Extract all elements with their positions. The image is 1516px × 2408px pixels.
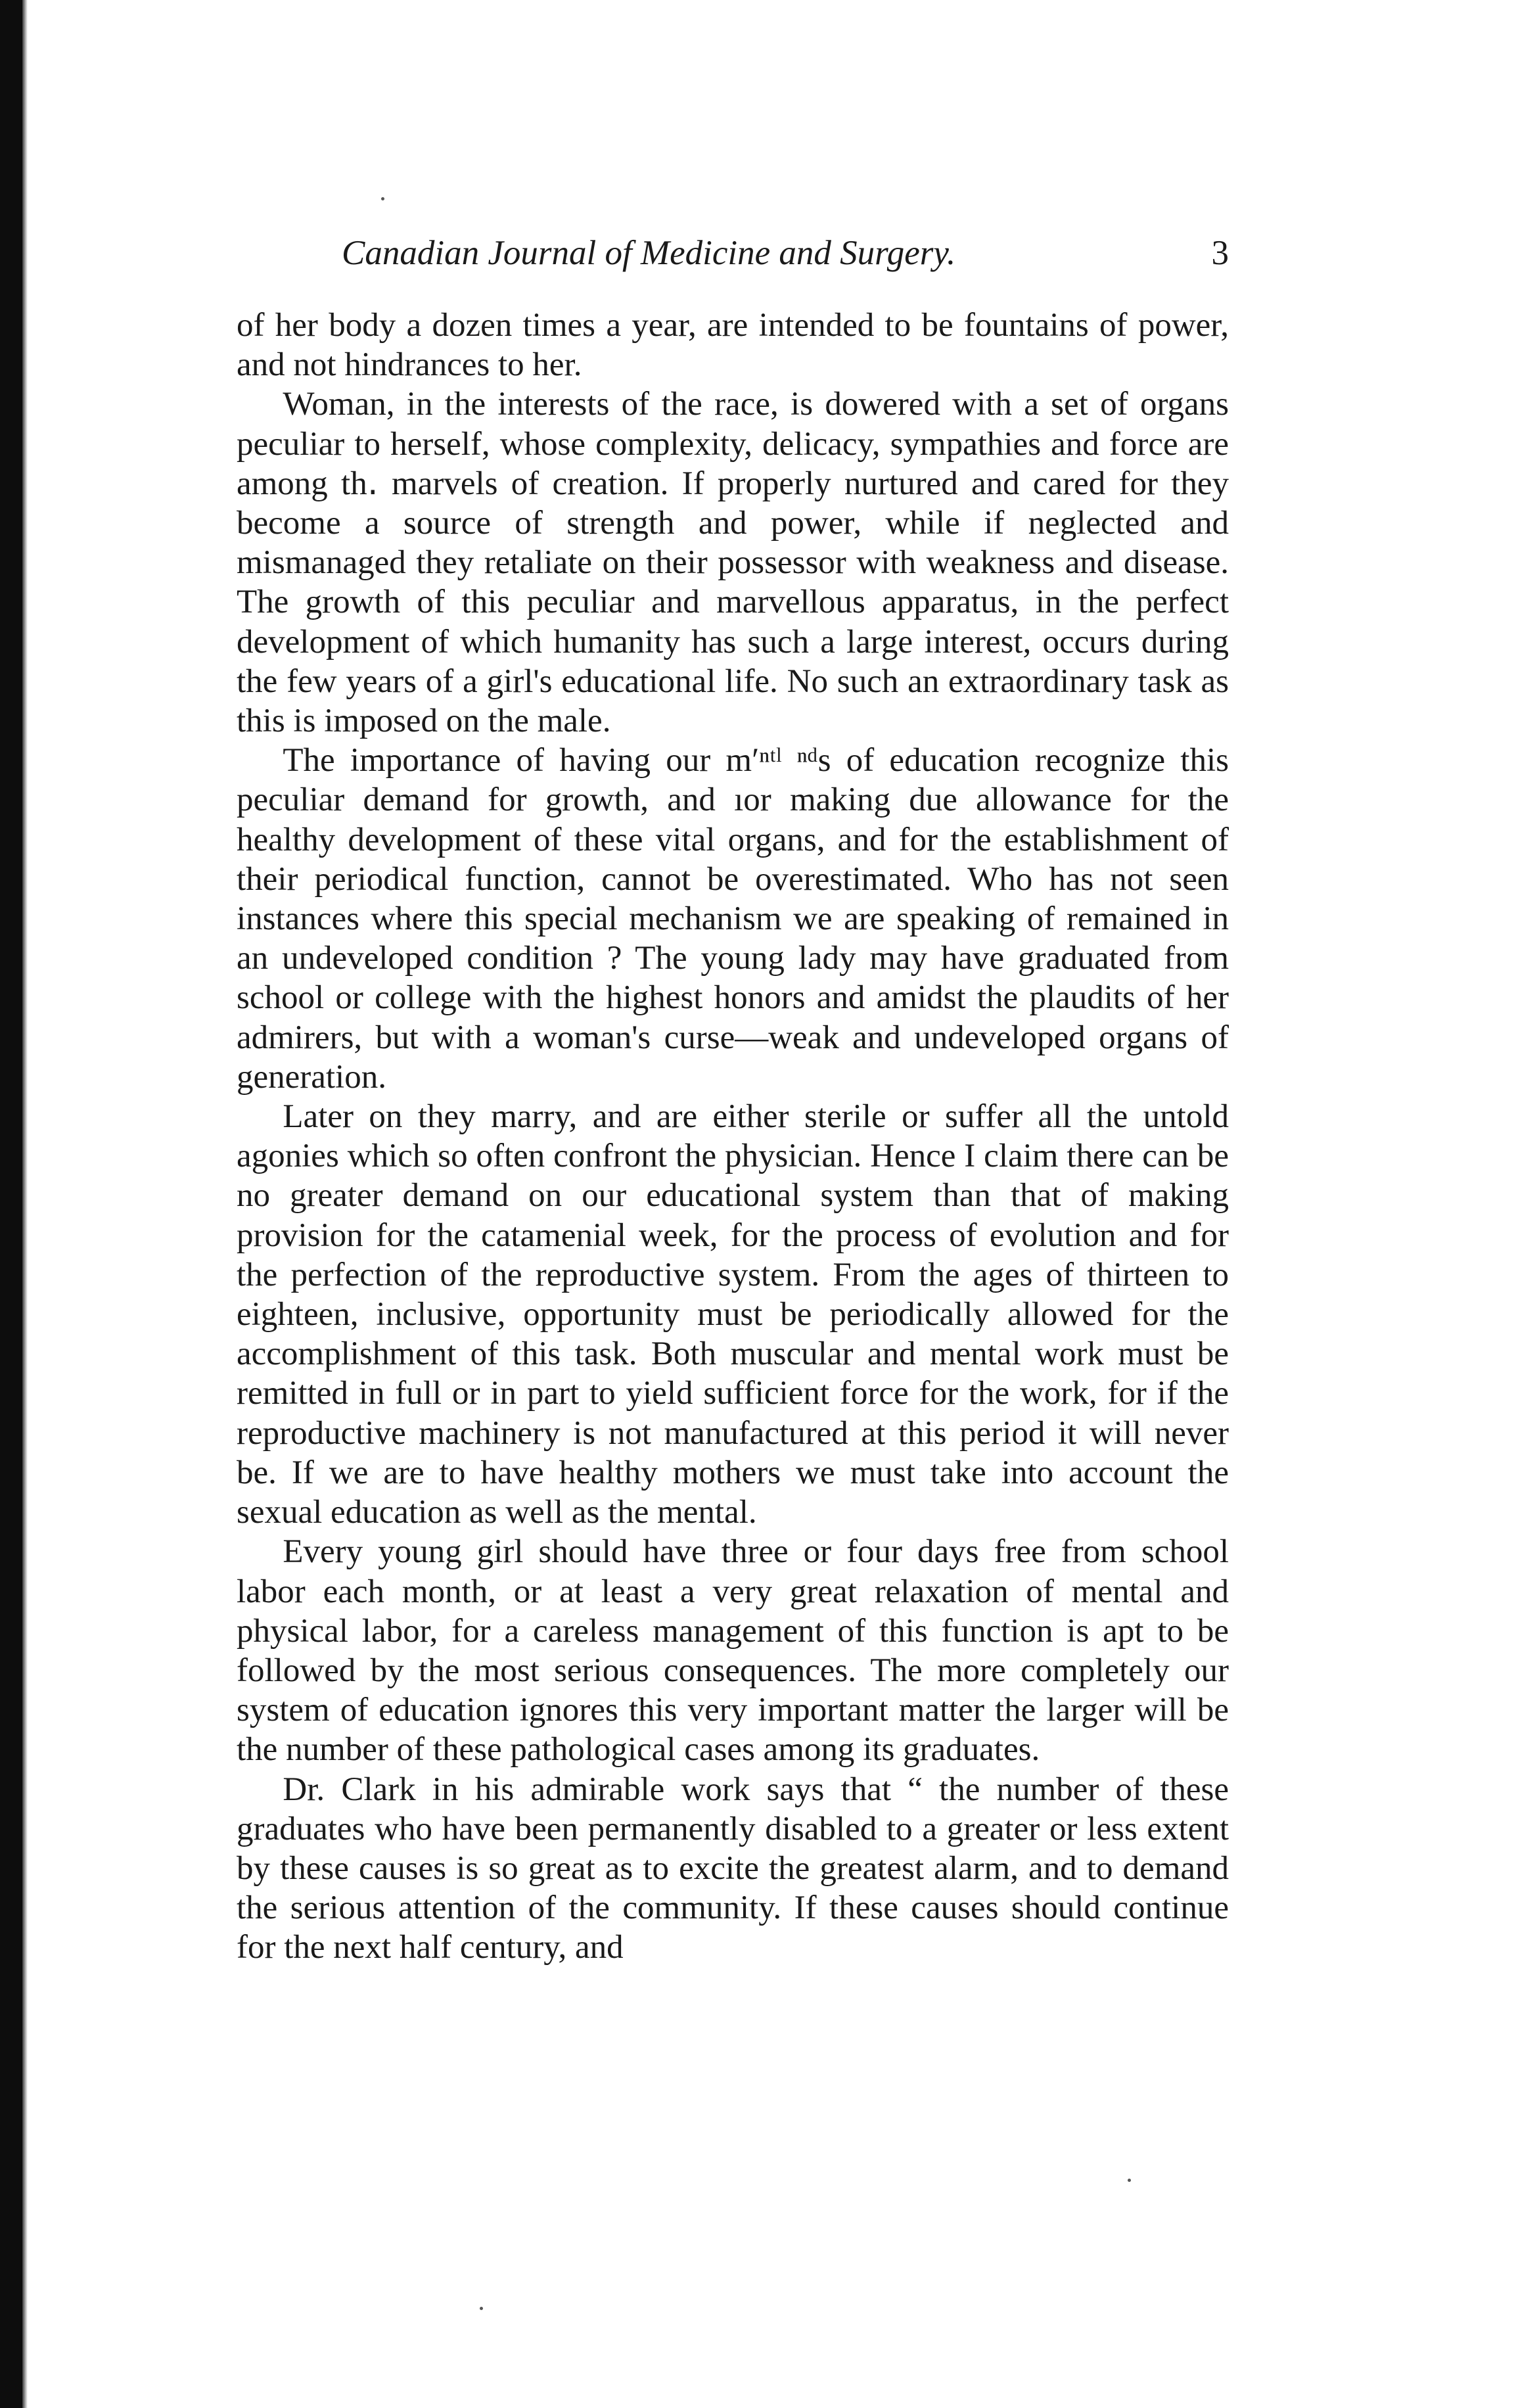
scan-binding-edge	[0, 0, 22, 2408]
paragraph: The importance of having our m′ⁿᵗˡ ⁿᵈs of education recognize this peculiar demand for growth, and ıor making due allowance for the healthy development of these vital organs, and for the establishment of their periodical function, cannot be overestimated. Who has not seen instances where this special mechanism we are speaking of remained in an undeveloped condition ? The young lady may have graduated from school or college with the highest honors and amidst the plaudits of her admirers, but with a woman's curse—weak and undeveloped organs of generation.	[237, 742, 1229, 1096]
scan-speck	[480, 2307, 483, 2310]
scan-speck	[1128, 2179, 1131, 2182]
page-header	[237, 227, 1229, 279]
scan-binding-shadow	[22, 0, 28, 2408]
running-title: Canadian Journal of Medicine and Surgery.	[342, 234, 956, 272]
paragraph: Woman, in the interests of the race, is dowered with a set of organs peculiar to herself, whose complexity, delicacy, sympathies and force are among th․ marvels of creation. If properly nurtured and cared for they become a source of strength and power, while if neglected and mismanaged they retaliate on their possessor with weakness and disease. The growth of this peculiar and marvellous apparatus, in the perfect development of which humanity has such a large interest, occurs during the few years of a girl's educational life. No such an extraordinary task as this is imposed on the male.	[237, 386, 1229, 740]
paragraph-continuation: of her body a dozen times a year, are intended to be fountains of power, and not hindrances to her.	[237, 307, 1229, 384]
paragraph: Later on they marry, and are either sterile or suffer all the untold agonies which so often confront the physician. Hence I claim there can be no greater demand on our educational system than that of making provision for the catamenial week, for the process of evolution and for the perfection of the reproductive system. From the ages of thirteen to eighteen, inclusive, opportunity must be periodically allowed for the accomplishment of this task. Both muscular and mental work must be remitted in full or in part to yield sufficient force for the work, for if the reproductive machinery is not manufactured at this period it will never be. If we are to have healthy mothers we must take into account the sexual education as well as the mental.	[237, 1098, 1229, 1531]
body-text	[237, 306, 1229, 1968]
page-number: 3	[1211, 234, 1229, 272]
scan-speck	[381, 197, 384, 200]
paragraph: Dr. Clark in his admirable work says that “ the number of these graduates who have been permanently disabled to a greater or less extent by these causes is so great as to excite the greatest alarm, and to demand the serious attention of the community. If these causes should continue for the next half century, and	[237, 1771, 1229, 1966]
paragraph: Every young girl should have three or four days free from school labor each month, or at least a very great relaxation of mental and physical labor, for a careless management of this function is apt to be followed by the most serious consequences. The more completely our system of education ignores this very important matter the larger will be the number of these pathological cases among its graduates.	[237, 1533, 1229, 1769]
